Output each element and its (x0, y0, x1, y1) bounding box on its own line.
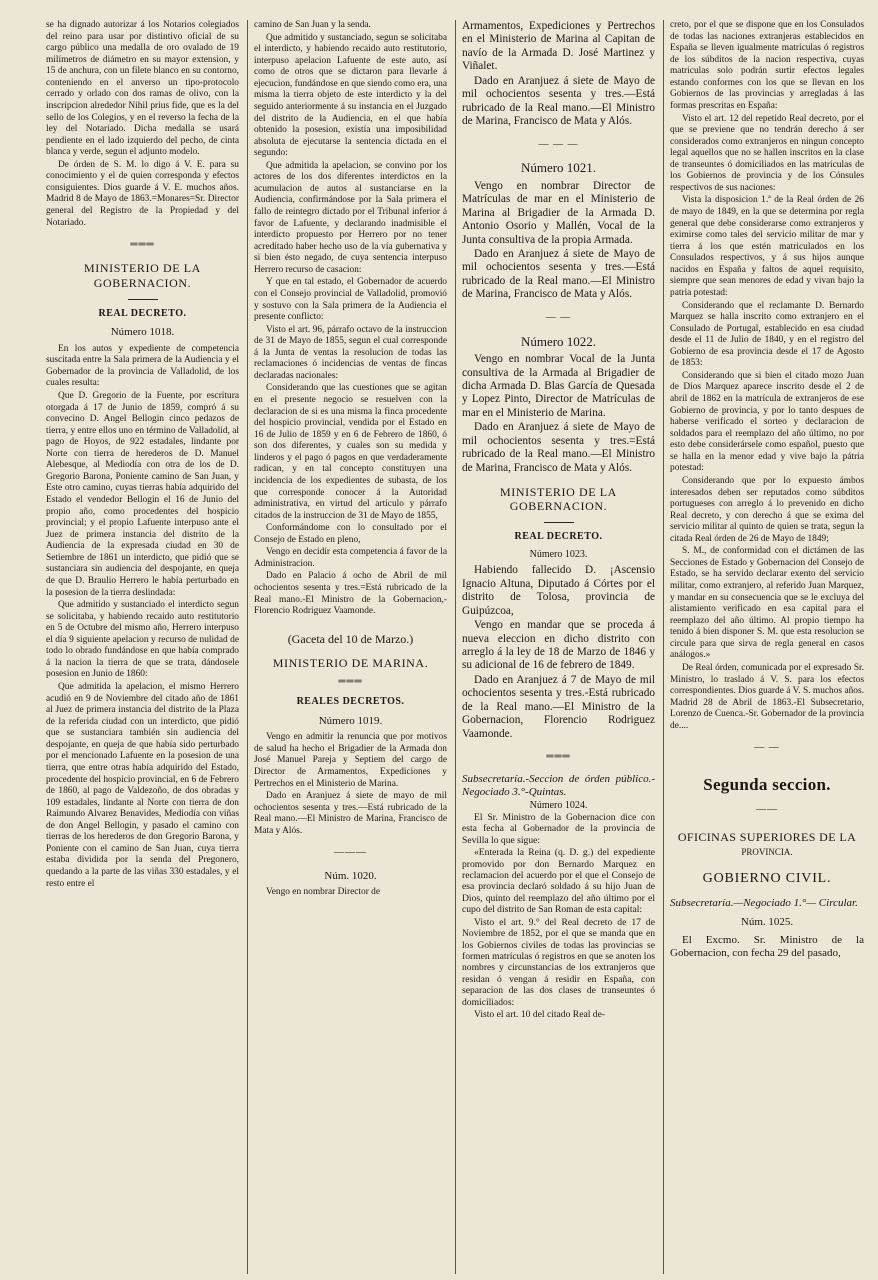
decree-number: Núm. 1025. (740, 916, 794, 929)
decree-number: Número 1024. (529, 800, 588, 812)
paragraph: Vengo en mandar que se proceda á nueva eleccion en dicho distrito con arreglo á la ley de 18 de Marzo de 1846 y su adicional de 16 de febrero de 1849. (462, 619, 655, 672)
paragraph: Considerando que el reclamante D. Bernardo Marquez se halla inscrito como extranjero en el Consulado de Portugal, establecido en esa ciudad desde el 11 de Julio de 1840, y en el registro del Gobierno de esa provincia desde el 17 de Agosto de 1853: (670, 300, 864, 369)
paragraph: Visto el art. 96, párrafo octavo de la instruccion de 31 de Mayo de 1855, segun el cual corresponde á la Junta de ventas la resolucion de todas las reclamaciones ó incidencias de ventas de fincas declaradas nacionales: (254, 324, 447, 381)
paragraph: Que D. Gregorio de la Fuente, por escritura otorgada á 17 de Junio de 1859, compró á su convecino D. Angel Bellogin cinco pedazos de tierra, y entre ellos uno en término de Valladolid, al pago de Hoyos, de 922 estadales, lindante por Norte con tierra de herederos de D. Manuel Alebesque, al Mediodía con otra de los de D. Gregorio Barona, Poniente camino de San Juan, y Este otro camino, cuyas tierras había adquirido del Estado el vendedor Bellogin el 16 de Junio del propio año, como procedentes del hospicio provincial; y el propio Lafuente interpuso ante el Juez de primera instancia del distrito de la Audiencia de la expresada ciudad en 30 de Setiembre de 1861 un interdicto, que pidió que se sustanciara sin audiencia del despojante, en queja de que D. Braulio Herrero le había perturbado en la posesion de la tierra deslindada: (46, 390, 239, 598)
paragraph: Dado en Aranjuez á siete de Mayo de mil ochocientos sesenta y tres.—Está rubricado de la Real mano.—El Ministro de Marina, Francisco de Mata y Alós. (462, 248, 655, 301)
paragraph: S. M., de conformidad con el dictámen de las Secciones de Estado y Gobernacion del Consejo de Estado, se ha servido declarar exento del servicio militar, como extranjero, al referido Juan Marquez, y mandar en su consecuencia que se le excluya del alistamiento verificado en esa capital para el reemplazo del año último. Al propio tiempo ha tenido á bien disponer S. M. que esta resolucion se circule para que sirva de regla general en casos análogos.» (670, 546, 864, 661)
paragraph: Visto el art. 12 del repetido Real decreto, por el que se previene que no tendrán derecho á ser considerados como extranjeros en ningun concepto legal aquellos que no se hallen inscritos en la clase de transeuntes ó domiciliados en las matrículas de los Gobiernos de provincia y de los Cónsules respectivos de sus naciones: (670, 113, 864, 193)
paragraph: El Sr. Ministro de la Gobernacion dice con esta fecha al Gobernador de la provincia de Sevilla lo que sigue: (462, 812, 655, 846)
rule (128, 299, 158, 300)
paragraph: En los autos y expediente de competencia suscitada entre la Sala primera de la Audiencia y el Gobernador de la provincia de Valladolid, de los cuales resulta: (46, 343, 239, 389)
paragraph: Vengo en decidir esta competencia á favor de la Administracion. (254, 547, 447, 569)
subsecretaria-heading: Subsecretaría.—Negociado 1.°— Circular. (670, 896, 858, 909)
paragraph: De Real órden, comunicada por el expresado Sr. Ministro, lo traslado á V. S. para los efectos correspondientes. Dios guarde á V. S. muchos años. Madrid 28 de Abril de 1863.-El Subsecretario, Lorenzo de Cuenca.-Sr. Gobernador de la provincia de.... (670, 662, 864, 731)
decree-number: Núm. 1020. (324, 869, 377, 882)
paragraph: Considerando que por lo expuesto ámbos interesados deben ser reputados como súbditos portugueses con arreglo á lo prevenido en dicho Real decreto, y con derecho á que se exima del servicio militar al quinto de quien se trata, segun la citada Real órden de 26 de Mayo de 1849; (670, 475, 864, 544)
decree-heading: REAL DECRETO. (514, 530, 603, 542)
paragraph: Que admitida la apelacion, se convino por los actores de los dos diferentes interdictos en la acumulacion de autos al sustanciarse en la Audiencia, confirmándose por la Sala primera el fallo de reintegro dictado por el Tribunal inferior á favor de Lafuente, y declarando inadmisible el interdicto propuesto por Herrero por no tener acreditado haber hecho uso de la vía gubernativa y si bien ésto negado, de cuya sentencia interpuso Herrero recurso de casacion: (254, 160, 447, 275)
separator: ═══ (338, 676, 363, 688)
column-4 (664, 20, 872, 1274)
paragraph: «Enterada la Reina (q. D. g.) del expediente promovido por don Bernardo Marquez en reclamacion del acuerdo por el que el Consejo de esa provincia declaró soldado á su hijo Juan de Dios, quinto del reemplazo del año último por el cupo del distrito de San Roman de esta capital: (462, 847, 655, 916)
paragraph: Visto el art. 9.° del Real decreto de 17 de Noviembre de 1852, por el que se manda que en los Gobiernos civiles de todas las provincias se formen matrículas ó registros en que se anoten los nombres y circunstancias de los extranjeros que residan ó vengan á residir en España, con separacion de las dos clases de transeuntes ó domiciliados: (462, 916, 655, 1008)
ministry-heading: MINISTERIO DE LA GOBERNACION. (84, 261, 201, 291)
paragraph: Dado en Aranjuez á siete de mayo de mil ochocientos sesenta y tres.—Está rubricado de la Real mano.—El Ministro de Marina, Francisco de Mata y Alós. (254, 791, 447, 836)
paragraph: Y que en tal estado, el Gobernador de acuerdo con el Consejo provincial de Valladolid, promovió y sostuvo con la Sala primera de la Audiencia el presente conflicto: (254, 277, 447, 323)
decree-number: Número 1018. (110, 326, 175, 339)
gobierno-heading: GOBIERNO CIVIL. (702, 870, 832, 886)
separator: — — — (538, 138, 579, 150)
paragraph: Visto el art. 10 del citado Real de- (474, 1008, 606, 1020)
decree-number: Número 1019. (318, 714, 383, 727)
paragraph: Vista la disposicion 1.ª de la Real órden de 26 de mayo de 1849, en la que se determina por regla general que debe considerarse como extranjeros y eximirse como tales del servicio militar de mar y tierra á los que estén matriculados en los Consulados respectivos, y á sus hijos aunque nacidos en España y faltos de aquel requisito, siempre que sean menores de edad y vivan bajo la patria potestad: (670, 195, 864, 298)
paragraph: Dado en Aranjuez á 7 de Mayo de mil ochocientos sesenta y tres.-Está rubricado de la Real mano.—El Ministro de la Gobernacion, Florencio Rodriguez Vaamonde. (462, 673, 655, 740)
separator: ═══ (546, 751, 571, 763)
separator: ——— (334, 847, 367, 859)
separator: ═══ (130, 239, 155, 251)
column-2 (248, 20, 456, 1274)
separator: —— (756, 803, 778, 815)
paragraph: creto, por el que se dispone que en los Consulados de todas las naciones extranjeras establecidos en España se lleven igualmente matrículas ó registros de los súbditos de la nacion respectiva, cuyas matrículas solo podrán surtir efectos legales estando conformes con los que se llevan en los Gobiernos de las provincias y arregladas á las formas prescritas en España: (670, 20, 864, 111)
rule (544, 522, 574, 523)
paragraph: Habiendo fallecido D. ¡Ascensio Ignacio Altuna, Diputado á Córtes por el distrito de Tolosa, provincia de Guipúzcoa, (462, 564, 655, 617)
paragraph: Dado en Palacio á ocho de Abril de mil ochocientos sesenta y tres.=Está rubricado de la Real mano.-El Ministro de la Gobernacion,-Florencio Rodriguez Vaamonde. (254, 571, 447, 617)
column-1 (40, 20, 248, 1274)
paragraph: Que admitido y sustanciado, segun se solicitaba el interdicto, y habiendo recaido auto restitutorio, interpuso apelacion Lafuente de este auto, así como de otros que se dictaron para llevarle á ejecucion, fundándose en que siendo como era, una misma la tierra objeto de este interdicto y la del seguido anteriormente á su instancia en el Juzgado del distrito de la Audiencia, en el que había obtenido la posesion, existía una imposibilidad absoluta de ejecutarse la sentencia dictada en el segundo: (254, 32, 447, 159)
decrees-heading: REALES DECRETOS. (296, 696, 405, 708)
ministry-heading: MINISTERIO DE LA GOBERNACION. (500, 485, 617, 514)
paragraph: Que admitida la apelacion, el mismo Herrero acudió en 9 de Noviembre del citado año de 1861 al Juez de primera instancia del distrito de la Plaza de la referida ciudad con un interdicto, que pidió que se sustanciara también sin audiencia del despojante, en queja de que había sido perturbado por el mencionado Lafuente en la posesion de una tierra, que entre otras había adquirido del Estado, procedente del hospicio provincial, en 6 de Febrero de 1860, al pago de Valdezoño, de dos obradas y 109 estadales, lindante al Norte con tierra de don Raimundo Alvarez Benavides, Mediodía con viñas de don Angel Bellogin, y pasado el camino con tierras de los herederos de don Gregorio Barona, y Poniente con el camino de San Juan, cuya tierra estaba dividida por la senda del Pregonero, quedando a la parte de las viñas 330 estadales, y el resto entre el (46, 682, 239, 889)
decree-heading: REAL DECRETO. (98, 307, 187, 319)
column-layout (40, 20, 872, 1274)
decree-number: Número 1021. (520, 160, 597, 176)
ministry-heading: MINISTERIO DE MARINA. (272, 656, 429, 671)
paragraph: Vengo en nombrar Vocal de la Junta consultiva de la Armada al Brigadier de dicha Armada D. Blas García de Quesada y Lopez Pinto, Director de Matrículas de mar en el Ministerio de Marina. (462, 353, 655, 419)
paragraph: Que admitido y sustanciado el interdicto segun se solicitaba, y habiendo recaido auto restitutorio en 5 de Octubre del mismo año, Herrero interpuso el día 9 siguiente apelacion y recurso de nulidad de todo lo obrado fundándose en que había comprado á la nacion la tierra de que se trata, dándosele posesion en Junio de 1860: (46, 600, 239, 680)
paragraph: Vengo en nombrar Director de (266, 887, 381, 898)
intro-paragraph: se ha dignado autorizar á los Notarios colegiados del reino para usar por distintivo oficial de su cargo público una medalla de oro ovalado de 19 milímetros de diámetro en su mayor extension, y 15 de anchura, con un filete blanco en su contorno, conteniendo en el anverso un tipo-protocolo cerrado y orlado con dos ramas de olivo, con la inscripcion alrededor Nihil prius fide, que es la del sello de los Colegios, y en el reverso la fecha de la ley del Notariado. Dicha medalla se usará pendiente en el lado izquierdo del pecho, de cinta blanca y verde, segun el adjunto modelo. (46, 20, 239, 158)
offices-heading: OFICINAS SUPERIORES DE LA (677, 829, 857, 844)
paragraph: Vengo en admitir la renuncia que por motivos de salud ha hecho el Brigadier de la Armada don José Manuel Pareja y Septiem del cargo de Director de Armamentos, Expediciones y Pertrechos en el Ministerio de Marina. (254, 732, 447, 789)
paragraph: Vengo en nombrar Director de Matrículas de mar en el Ministerio de Marina al Brigadier de la Armada D. Antonio Osorio y Mallén, Vocal de la Junta consultiva de la propia Armada. (462, 179, 655, 246)
order-paragraph: De órden de S. M. lo digo á V. E. para su conocimiento y el de quien corresponda y efectos consiguientes. Dios guarde á V. E. muchos años. Madrid 8 de Mayo de 1863.=Monares=Sr. Director general del Registro de la Propiedad y del Notariado. (46, 159, 239, 228)
decree-number: Número 1022. (520, 333, 597, 349)
subsecretaria-heading: Subsecretaría.-Seccion de órden público.-Negociado 3.°-Quintas. (462, 772, 655, 799)
separator: — — (545, 311, 572, 323)
paragraph: Considerando que si bien el citado mozo Juan de Dios Marquez aparece inscrito desde el 2 de abril de 1862 en la matrícula de extranjeros de ese Gobierno de provincia, y por lo tanto despues de haberse verificado el sorteo y declaracion de soldados para el reemplazo del año último, no por esto debe considerársele como español, puesto que se halla en la menor edad y vive bajo la pátria potestad: (670, 370, 864, 474)
paragraph: Conformándome con lo consultado por el Consejo de Estado en pleno, (254, 523, 447, 545)
province-heading: PROVINCIA. (741, 846, 793, 857)
paragraph: camino de San Juan y la senda. (254, 20, 371, 30)
separator: — — (754, 742, 780, 754)
paragraph: El Excmo. Sr. Ministro de la Gobernacion, con fecha 29 del pasado, (670, 933, 864, 960)
paragraph: Armamentos, Expediciones y Pertrechos en el Ministerio de Marina al Capitan de navío de la Armada D. José Martinez y Viñalet. (462, 20, 655, 73)
gaceta-reference: (Gaceta del 10 de Marzo.) (287, 631, 414, 646)
paragraph: Considerando que las cuestiones que se agitan en el presente negocio se resuelven con la declaracion de si es una misma la finca procedente del hospicio provincial, vendida por el Estado en 16 de Julio de 1859 y en 6 de Febrero de 1860, ó son dos diferentes, y cuales son su medida y linderos y el pago ó pagos en que verdaderamente radican, y en tal concepto constituyen una incidencia de los expedientes de subasta, de los que corresponde conocer á la Autoridad administrativa, en virtud del artículo y párrafo citados de la instruccion de 31 de Mayo de 1855, (254, 383, 447, 521)
decree-number: Número 1023. (529, 548, 588, 560)
column-3 (456, 20, 664, 1274)
paragraph: Dado en Aranjuez á siete de Mayo de mil ochocientos sesenta y tres.—Está rubricado de la Real mano.—El Ministro de Marina, Francisco de Mata y Alós. (462, 74, 655, 128)
paragraph: Dado en Aranjuez á siete de Mayo de mil ochocientos sesenta y tres.=Está rubricado de la Real mano.—El Ministro de Marina, Francisco de Mata y Alós. (462, 421, 655, 474)
section-heading: Segunda seccion. (703, 774, 831, 794)
